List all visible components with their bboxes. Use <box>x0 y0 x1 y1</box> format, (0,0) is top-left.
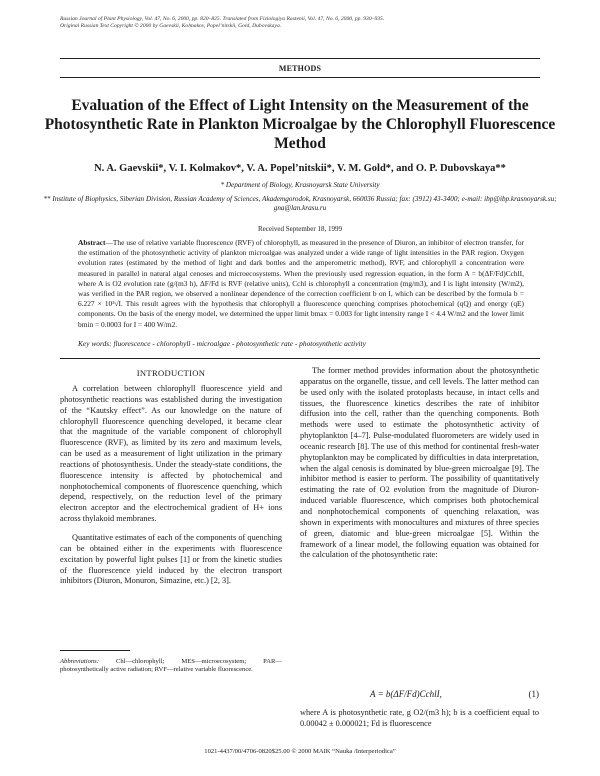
page-footer: 1021-4437/00/4706-0820$25.00 © 2000 MAIK “Nauka /Interperiodica” <box>204 748 396 755</box>
intro-paragraph-2: Quantitative estimates of each of the components of quenching can be obtained either in the experiments with fluorescence excitation by powerful light pulses [1] or from the kinetic studies of the fluorescence yield induced by the electron transport inhibitors (Diuron, Monuron, Simazine, etc.) [2, 3]. <box>60 532 282 586</box>
keywords-rule <box>60 358 540 359</box>
abbreviations-text: Chl—chlorophyll; MES—microecosystem; PAR—photosynthetically active radiation; RVF—relative variable fluorescence. <box>60 658 282 674</box>
equation-text: A = b(ΔF/Fd)CchlI, <box>370 689 442 699</box>
received-date: Received September 18, 1999 <box>258 225 342 233</box>
abbreviations-label: Abbreviations: <box>60 658 99 665</box>
equation-number: (1) <box>528 689 539 699</box>
abstract-text: —The use of relative variable fluorescence (RVF) of chlorophyll, as measured in the presence of Diuron, an inhibitor of electron transfer, for the estimation of the photosynthetic activity of plankton microalgae was analyzed under a wide range of light intensities in the PAR region. Oxygen evolution rates (estimated by the method of light and dark bottles and the amperometric method), RVF, and chlorophyll a concentration were measured in parallel in natural algal cenoses and microecosystems. When the previously used regression equation, in the form A = b(ΔF/Fd)CchlI, where A is O2 evolution rate (g/(m3 h), ΔF/Fd is RVF (relative units), Cchl is chlorophyll a concentration (mg/m3), and I is light intensity (W/m2), was verified in the PAR region, we observed a nonlinear dependence of the correction coefficient b on I, which can be described by the formula b = 6.227 × 10³√I. This result agrees with the hypothesis that chlorophyll a fluorescence quenching comprises photochemical (qQ) and energy (qE) components. On the basis of the energy model, we determined the upper limit bmax = 0.003 for light intensity range I < 4.4 W/m2 and the lower limit bmin = 0.0003 for I = 400 W/m2. <box>78 238 524 329</box>
equation-1 <box>300 689 539 699</box>
abstract-label: Abstract <box>78 238 106 247</box>
abstract <box>78 238 524 330</box>
abbreviations-footnote <box>60 658 282 675</box>
section-label: METHODS <box>278 64 322 73</box>
intro-paragraph-1: A correlation between chlorophyll fluorescence yield and photosynthetic reactions was established during the investigation of the “Kautsky effect”. As our knowledge on the nature of chlorophyll fluorescence quenching developed, it became clear that the magnitude of the variable component of chlorophyll fluorescence (RVF), as limited by its zero and maximum levels, can be used as a measurement of light utilization in the primary reactions of photosynthesis. Under the steady-state conditions, the fluorescence intensity is affected by photochemical and nonphotochemical components of fluorescence quenching, which depend, respectively, on the reduction level of the primary electron acceptor and the electrochemical gradient of H+ ions across thylakoid membranes. <box>60 384 282 524</box>
left-column <box>60 384 282 587</box>
right-column-continued <box>300 708 539 730</box>
methods-paragraph: The former method provides information about the photosynthetic apparatus on the organelle, tissue, and cell levels. The latter method can be used only with the isolated protoplasts because, in intact cells and tissues, the fluorescence kinetics describes the rate of inhibitor diffusion into the cell, rather than the quenching components. Both methods were used to estimate the photosynthetic activity of phytoplankton [4–7]. Pulse-modulated fluorometers are widely used in oceanic research [8]. The use of this method for continental fresh-water phytoplankton may be complicated by difficulties in data interpretation, when the algal cenosis is dominated by blue-green microalgae [9]. The inhibitor method is easier to perform. The possibility of quantitatively estimating the rate of O2 evolution from the magnitude of Diuron-induced variable fluorescence, which comprises both photochemical and nonphotochemical components of quenching relaxation, was shown in experiments with monocultures and mixtures of three species of green, diatomic and blue-green microalgae [5]. Within the framework of a linear model, the following equation was obtained for the calculation of the photosynthetic rate: <box>300 366 539 560</box>
introduction-heading: INTRODUCTION <box>136 368 206 378</box>
paper-title: Evaluation of the Effect of Light Intensity on the Measurement of the Photosynthetic Rate in Plankton Microalgae by the Chlorophyll Fluorescence Method <box>44 97 556 152</box>
keywords: Key words: fluorescence - chlorophyll - microalgae - photosynthetic rate - photosynthetic activity <box>78 339 366 348</box>
section-rule <box>60 77 540 78</box>
footnote-rule <box>60 650 130 651</box>
top-rule <box>60 58 540 59</box>
copyright-line: Original Russian Text Copyright © 2000 by Gaevskii, Kolmakov, Popel’nitskii, Gold, Dubovskaya. <box>60 23 282 29</box>
journal-citation: Russian Journal of Plant Physiology, Vol. 47, No. 6, 2000, pp. 820–825. Translated from Fiziologiya Rastenii, Vol. 47, No. 6, 2000, pp. 930–935. <box>60 16 385 22</box>
affiliation-1: * Department of Biology, Krasnoyarsk State University <box>220 181 380 189</box>
equation-definition: where A is photosynthetic rate, g O2/(m3 h); b is a coefficient equal to 0.00042 ± 0.000021; Fd is fluorescence <box>300 708 539 728</box>
running-header <box>60 16 540 30</box>
affiliation-2: ** Institute of Biophysics, Siberian Division, Russian Academy of Sciences, Akademgorodok, Krasnoyarsk, 660036 Russia; fax: (3912) 43-3400; e-mail: ibp@ibp.krasnoyarsk.su; gna@lan.krasu.ru <box>43 195 557 213</box>
right-column <box>300 366 539 561</box>
authors: N. A. Gaevskii*, V. I. Kolmakov*, V. A. Popel’nitskii*, V. M. Gold*, and O. P. Dubovskaya** <box>94 163 506 174</box>
